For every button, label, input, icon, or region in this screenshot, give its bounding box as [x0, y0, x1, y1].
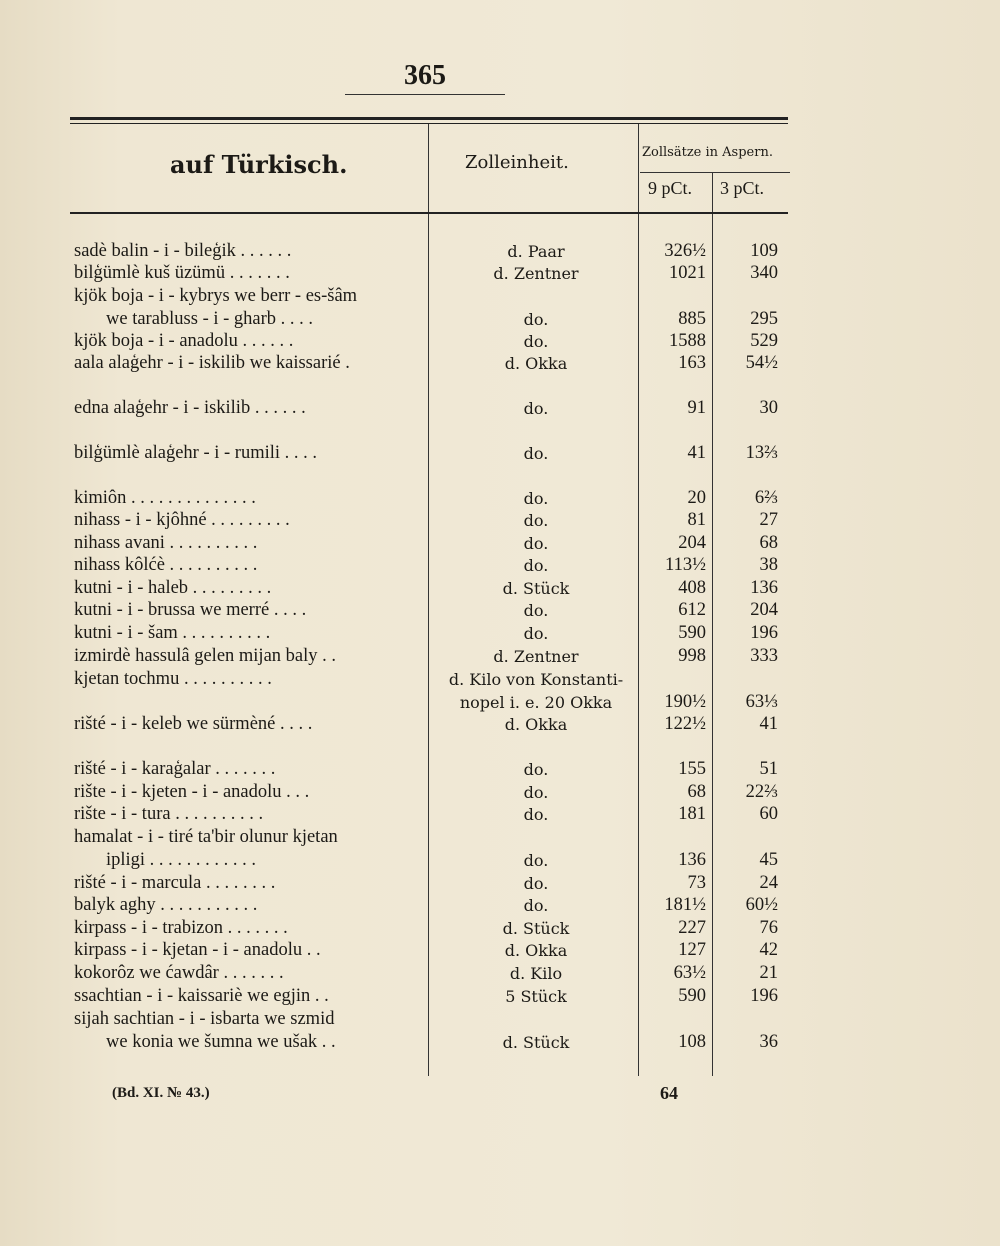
item-rate-3pct: 60: [759, 804, 778, 824]
item-rate-9pct: 885: [678, 309, 706, 329]
item-rate-3pct: 204: [750, 600, 778, 620]
item-unit: do.: [523, 624, 549, 643]
item-unit: do.: [523, 399, 549, 418]
item-name: we konia we šumna we ušak . .: [106, 1032, 336, 1052]
item-name: aala alaģehr - i - iskilib we kaissarié .: [74, 353, 350, 373]
item-name: hamalat - i - tiré ta'bir olunur kjetan: [74, 827, 338, 847]
item-rate-3pct: 76: [759, 918, 778, 938]
header-unit: Zolleinheit.: [465, 152, 569, 173]
item-rate-9pct: 108: [678, 1032, 706, 1052]
item-rate-3pct: 38: [759, 555, 778, 575]
item-rate-9pct: 408: [678, 578, 706, 598]
item-rate-3pct: 24: [759, 873, 778, 893]
item-unit: do.: [523, 851, 549, 870]
item-name: balyk aghy . . . . . . . . . . .: [74, 895, 258, 915]
table-row: [0, 330, 1000, 353]
top-rule-thin: [70, 123, 788, 124]
item-unit: d. Zentner: [493, 647, 579, 666]
item-name: kjetan tochmu . . . . . . . . . .: [74, 669, 272, 689]
item-rate-3pct: 30: [759, 398, 778, 418]
footer-volume-ref: (Bd. XI. № 43.): [112, 1085, 210, 1101]
item-rate-9pct: 590: [678, 623, 706, 643]
item-unit: do.: [523, 805, 549, 824]
item-name: izmirdè hassulâ gelen mijan baly . .: [74, 646, 337, 666]
table-row: [0, 487, 1000, 510]
item-rate-9pct: 91: [687, 398, 706, 418]
item-name: kjök boja - i - anadolu . . . . . .: [74, 331, 294, 351]
header-turkish-name: auf Türkisch.: [170, 150, 348, 179]
item-unit: d. Stück: [502, 579, 570, 598]
item-rate-3pct: 41: [759, 714, 778, 734]
item-rate-3pct: 196: [750, 986, 778, 1006]
item-rate-3pct: 13⅔: [745, 443, 778, 463]
item-rate-9pct: 113½: [665, 555, 706, 575]
header-rates: Zollsätze in Aspern.: [642, 145, 773, 160]
item-name: ssachtian - i - kaissariè we egjin . .: [74, 986, 329, 1006]
table-row: [0, 554, 1000, 577]
item-rate-3pct: 21: [759, 963, 778, 983]
item-unit: d. Zentner: [493, 264, 579, 283]
item-name: nihass avani . . . . . . . . . .: [74, 533, 258, 553]
item-rate-3pct: 68: [759, 533, 778, 553]
item-unit: do.: [523, 489, 549, 508]
table-row: [0, 758, 1000, 781]
item-unit: nopel i. e. 20 Okka: [459, 693, 613, 712]
table-row: [0, 442, 1000, 465]
table-row: [0, 599, 1000, 622]
table-row: [0, 240, 1000, 263]
item-rate-9pct: 181: [678, 804, 706, 824]
table-row: [0, 872, 1000, 895]
table-row: [0, 622, 1000, 645]
item-rate-3pct: 45: [759, 850, 778, 870]
item-rate-3pct: 27: [759, 510, 778, 530]
item-unit: d. Okka: [504, 941, 568, 960]
item-rate-9pct: 41: [687, 443, 706, 463]
item-name: nihass - i - kjôhné . . . . . . . . .: [74, 510, 290, 530]
header-sub-rule: [640, 172, 790, 173]
table-row: [0, 668, 1000, 691]
item-name: kutni - i - šam . . . . . . . . . .: [74, 623, 271, 643]
item-name: edna alaģehr - i - iskilib . . . . . .: [74, 398, 306, 418]
item-rate-9pct: 1588: [669, 331, 706, 351]
item-rate-3pct: 529: [750, 331, 778, 351]
table-row: [0, 532, 1000, 555]
item-name: rišté - i - marcula . . . . . . . .: [74, 873, 276, 893]
table-row: [0, 849, 1000, 872]
item-name: kokorôz we ćawdâr . . . . . . .: [74, 963, 284, 983]
item-rate-3pct: 63⅓: [745, 692, 778, 712]
item-name: bilģümlè alaģehr - i - rumili . . . .: [74, 443, 318, 463]
item-rate-9pct: 190½: [664, 692, 706, 712]
item-unit: d. Okka: [504, 715, 568, 734]
item-rate-3pct: 333: [750, 646, 778, 666]
item-unit: do.: [523, 601, 549, 620]
item-rate-3pct: 54½: [745, 353, 778, 373]
item-rate-3pct: 6⅔: [754, 488, 778, 508]
page-number-rule: [345, 94, 505, 95]
item-rate-9pct: 163: [678, 353, 706, 373]
item-rate-9pct: 63½: [673, 963, 706, 983]
footer-signature-number: 64: [660, 1083, 678, 1103]
top-rule-thick: [70, 117, 788, 120]
item-rate-3pct: 295: [750, 309, 778, 329]
header-bottom-rule: [70, 212, 788, 214]
table-row: [0, 939, 1000, 962]
item-name: kimiôn . . . . . . . . . . . . . .: [74, 488, 256, 508]
item-rate-3pct: 36: [759, 1032, 778, 1052]
item-name: sijah sachtian - i - isbarta we szmid: [74, 1009, 335, 1029]
item-unit: do.: [523, 332, 549, 351]
item-rate-3pct: 60½: [745, 895, 778, 915]
item-rate-9pct: 155: [678, 759, 706, 779]
item-unit: 5 Stück: [505, 987, 567, 1006]
item-rate-3pct: 51: [759, 759, 778, 779]
item-name: we tarabluss - i - gharb . . . .: [106, 309, 314, 329]
item-unit: d. Kilo: [509, 964, 563, 983]
header-rate-9: 9 pCt.: [648, 178, 693, 198]
item-unit: do.: [523, 556, 549, 575]
item-unit: do.: [523, 310, 549, 329]
item-rate-3pct: 42: [759, 940, 778, 960]
table-row: [0, 713, 1000, 736]
item-unit: do.: [523, 534, 549, 553]
item-rate-9pct: 326½: [664, 241, 706, 261]
item-name: kutni - i - haleb . . . . . . . . .: [74, 578, 272, 598]
item-unit: d. Stück: [502, 919, 570, 938]
table-row: [0, 308, 1000, 331]
item-unit: do.: [523, 511, 549, 530]
item-name: kutni - i - brussa we merré . . . .: [74, 600, 307, 620]
item-unit: d. Stück: [502, 1033, 570, 1052]
header-divider-3: [712, 172, 713, 212]
item-rate-3pct: 109: [750, 241, 778, 261]
item-unit: do.: [523, 896, 549, 915]
item-name: bilģümlè kuš üzümü . . . . . . .: [74, 263, 290, 283]
item-unit: d. Kilo von Konstanti-: [448, 670, 624, 689]
header-divider-2: [638, 124, 639, 212]
table-row: [0, 1031, 1000, 1054]
page-number: 365: [404, 60, 446, 91]
item-rate-9pct: 590: [678, 986, 706, 1006]
item-rate-9pct: 181½: [664, 895, 706, 915]
item-unit: d. Paar: [507, 242, 565, 261]
item-rate-9pct: 81: [687, 510, 706, 530]
table-row: [0, 262, 1000, 285]
item-name: kirpass - i - trabizon . . . . . . .: [74, 918, 288, 938]
item-rate-3pct: 196: [750, 623, 778, 643]
item-rate-9pct: 122½: [664, 714, 706, 734]
item-name: nihass kôlćè . . . . . . . . . .: [74, 555, 258, 575]
item-rate-9pct: 204: [678, 533, 706, 553]
item-unit: do.: [523, 783, 549, 802]
table-row: [0, 1008, 1000, 1031]
item-name: rište - i - tura . . . . . . . . . .: [74, 804, 264, 824]
item-rate-3pct: 136: [750, 578, 778, 598]
item-rate-9pct: 1021: [669, 263, 706, 283]
table-row: [0, 691, 1000, 714]
item-rate-9pct: 68: [687, 782, 706, 802]
table-row: [0, 917, 1000, 940]
table-row: [0, 894, 1000, 917]
item-rate-9pct: 136: [678, 850, 706, 870]
item-name: ipligi . . . . . . . . . . . .: [106, 850, 257, 870]
item-rate-9pct: 73: [687, 873, 706, 893]
table-row: [0, 577, 1000, 600]
item-unit: d. Okka: [504, 354, 568, 373]
table-row: [0, 962, 1000, 985]
header-divider-1: [428, 124, 429, 212]
item-unit: do.: [523, 444, 549, 463]
table-row: [0, 781, 1000, 804]
item-rate-9pct: 127: [678, 940, 706, 960]
table-row: [0, 285, 1000, 308]
item-unit: do.: [523, 760, 549, 779]
table-row: [0, 509, 1000, 532]
table-row: [0, 826, 1000, 849]
item-name: kjök boja - i - kybrys we berr - es-šâm: [74, 286, 358, 306]
table-row: [0, 352, 1000, 375]
item-rate-9pct: 227: [678, 918, 706, 938]
item-rate-9pct: 998: [678, 646, 706, 666]
item-name: rišté - i - karaģalar . . . . . . .: [74, 759, 276, 779]
item-name: kirpass - i - kjetan - i - anadolu . .: [74, 940, 321, 960]
item-unit: do.: [523, 874, 549, 893]
table-row: [0, 397, 1000, 420]
table-row: [0, 803, 1000, 826]
item-rate-3pct: 340: [750, 263, 778, 283]
item-rate-3pct: 22⅔: [745, 782, 778, 802]
header-rate-3: 3 pCt.: [720, 178, 765, 198]
item-name: rišté - i - keleb we sürmèné . . . .: [74, 714, 313, 734]
item-rate-9pct: 612: [678, 600, 706, 620]
item-name: sadè balin - i - bileģik . . . . . .: [74, 241, 292, 261]
table-row: [0, 645, 1000, 668]
item-name: rište - i - kjeten - i - anadolu . . .: [74, 782, 310, 802]
table-row: [0, 985, 1000, 1008]
item-rate-9pct: 20: [687, 488, 706, 508]
